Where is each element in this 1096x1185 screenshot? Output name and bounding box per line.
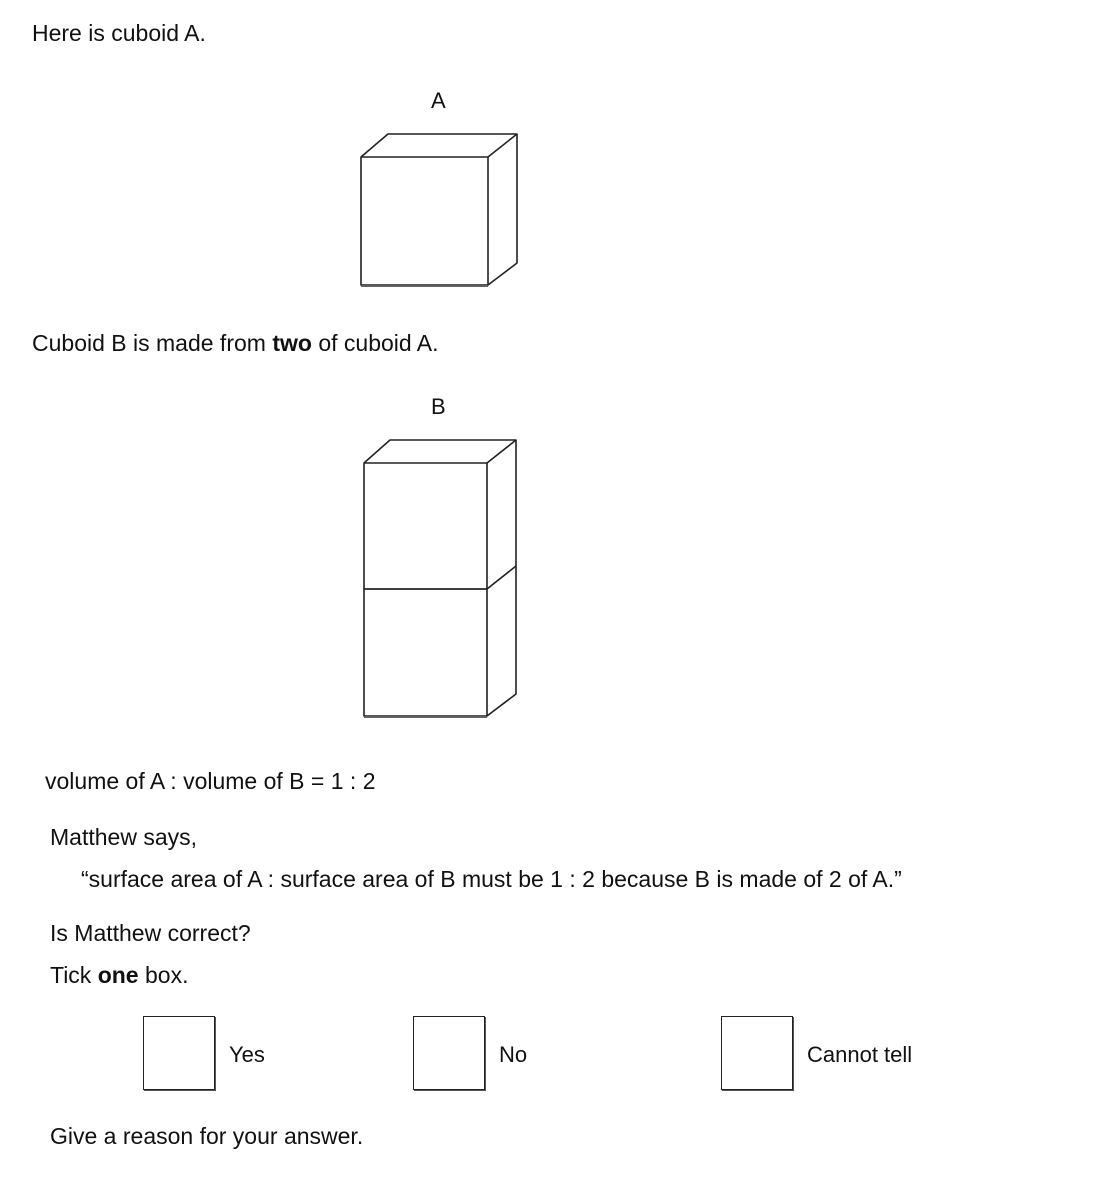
yes-label: Yes [229, 1042, 265, 1067]
cuboid-b-sentence-start: Cuboid B is made from [32, 330, 273, 356]
tick-instruction-end: box. [138, 962, 189, 988]
volume-ratio: volume of A : volume of B = 1 : 2 [45, 768, 376, 794]
cuboid-b-label: B [431, 394, 446, 419]
cuboid-a-label: A [431, 88, 446, 113]
cuboid-b-sentence-end: of cuboid A. [311, 330, 439, 356]
question-text: Is Matthew correct? [50, 920, 251, 946]
tick-instruction [50, 961, 188, 989]
cannot-tell-checkbox[interactable] [721, 1016, 793, 1090]
cuboid-b-lower-front-face [364, 589, 487, 716]
cuboid-b-top-face [364, 440, 516, 463]
matthew-quote: “surface area of A : surface area of B must be 1 : 2 because B is made of 2 of A.” [81, 866, 902, 892]
reason-prompt: Give a reason for your answer. [50, 1123, 364, 1149]
cannot-tell-label: Cannot tell [807, 1042, 913, 1067]
cuboid-b-join-line [487, 566, 516, 589]
tick-instruction-emphasis: one [97, 962, 139, 988]
matthew-says: Matthew says, [50, 824, 197, 850]
cuboid-b-upper-front-face [364, 463, 487, 589]
tick-instruction-start: Tick [50, 962, 98, 988]
no-label: No [499, 1042, 528, 1067]
cuboid-b-sentence-emphasis: two [272, 330, 312, 356]
yes-checkbox[interactable] [143, 1016, 215, 1090]
no-checkbox[interactable] [413, 1016, 485, 1090]
intro-text: Here is cuboid A. [32, 20, 206, 46]
